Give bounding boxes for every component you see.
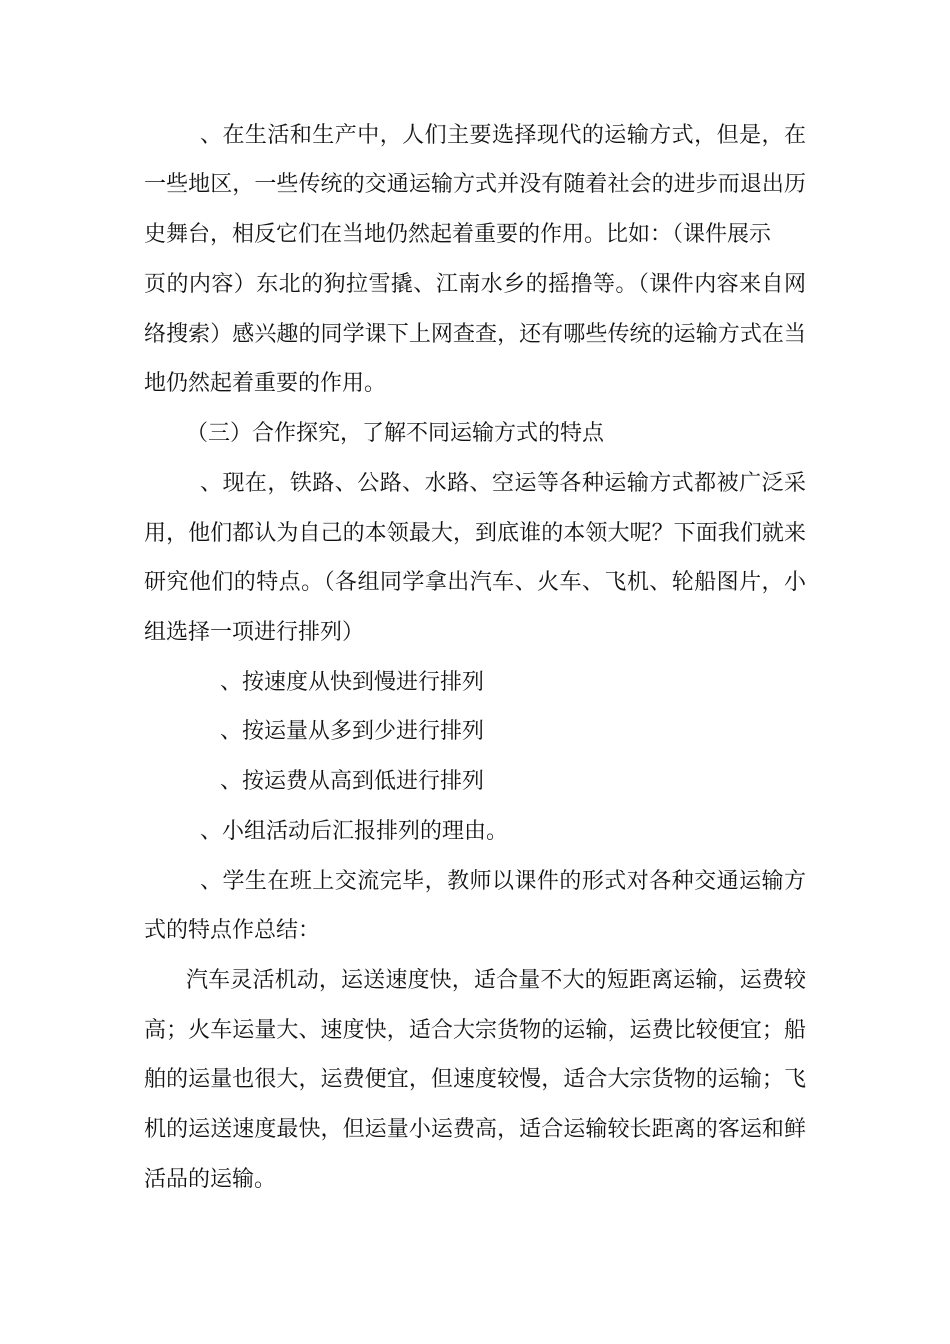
paragraph-line: 舶的运量也很大，运费便宜，但速度较慢，适合大宗货物的运输；飞 (144, 1067, 806, 1092)
paragraph-line: 机的运送速度最快，但运量小运费高，适合运输较长距离的客运和鲜 (144, 1117, 806, 1142)
paragraph-line: 用，他们都认为自己的本领最大，到底谁的本领大呢？下面我们就来 (144, 521, 806, 546)
paragraph-line: 活品的运输。 (144, 1167, 277, 1192)
paragraph-line: 汽车灵活机动，运送速度快，适合量不大的短距离运输，运费较 (186, 968, 806, 993)
paragraph-line: 页的内容）东北的狗拉雪撬、江南水乡的摇撸等。（课件内容来自网 (144, 272, 806, 297)
sort-item: 、按运费从高到低进行排列 (220, 769, 485, 794)
sort-item: 、按速度从快到慢进行排列 (220, 670, 485, 695)
section-heading: （三）合作探究，了解不同运输方式的特点 (186, 421, 605, 446)
paragraph-line: 式的特点作总结： (144, 918, 321, 943)
paragraph-line: 、在生活和生产中，人们主要选择现代的运输方式，但是，在 (200, 123, 806, 148)
paragraph-line: 史舞台，相反它们在当地仍然起着重要的作用。比如：（课件展示 (144, 222, 772, 247)
paragraph-line: 组选择一项进行排列） (144, 620, 365, 645)
paragraph-line: 高；火车运量大、速度快，适合大宗货物的运输，运费比较便宜；船 (144, 1018, 806, 1043)
paragraph-line: 一些地区，一些传统的交通运输方式并没有随着社会的进步而退出历 (144, 172, 806, 197)
paragraph-line: 地仍然起着重要的作用。 (144, 371, 387, 396)
paragraph-line: 、学生在班上交流完毕，教师以课件的形式对各种交通运输方 (200, 869, 806, 894)
sort-item: 、按运量从多到少进行排列 (220, 719, 485, 744)
paragraph-line: 络搜索）感兴趣的同学课下上网查查，还有哪些传统的运输方式在当 (144, 322, 806, 347)
paragraph-line: 、现在，铁路、公路、水路、空运等各种运输方式都被广泛采 (200, 471, 806, 496)
paragraph-line: 、小组活动后汇报排列的理由。 (200, 819, 509, 844)
paragraph-line: 研究他们的特点。（各组同学拿出汽车、火车、飞机、轮船图片，小 (144, 570, 806, 595)
